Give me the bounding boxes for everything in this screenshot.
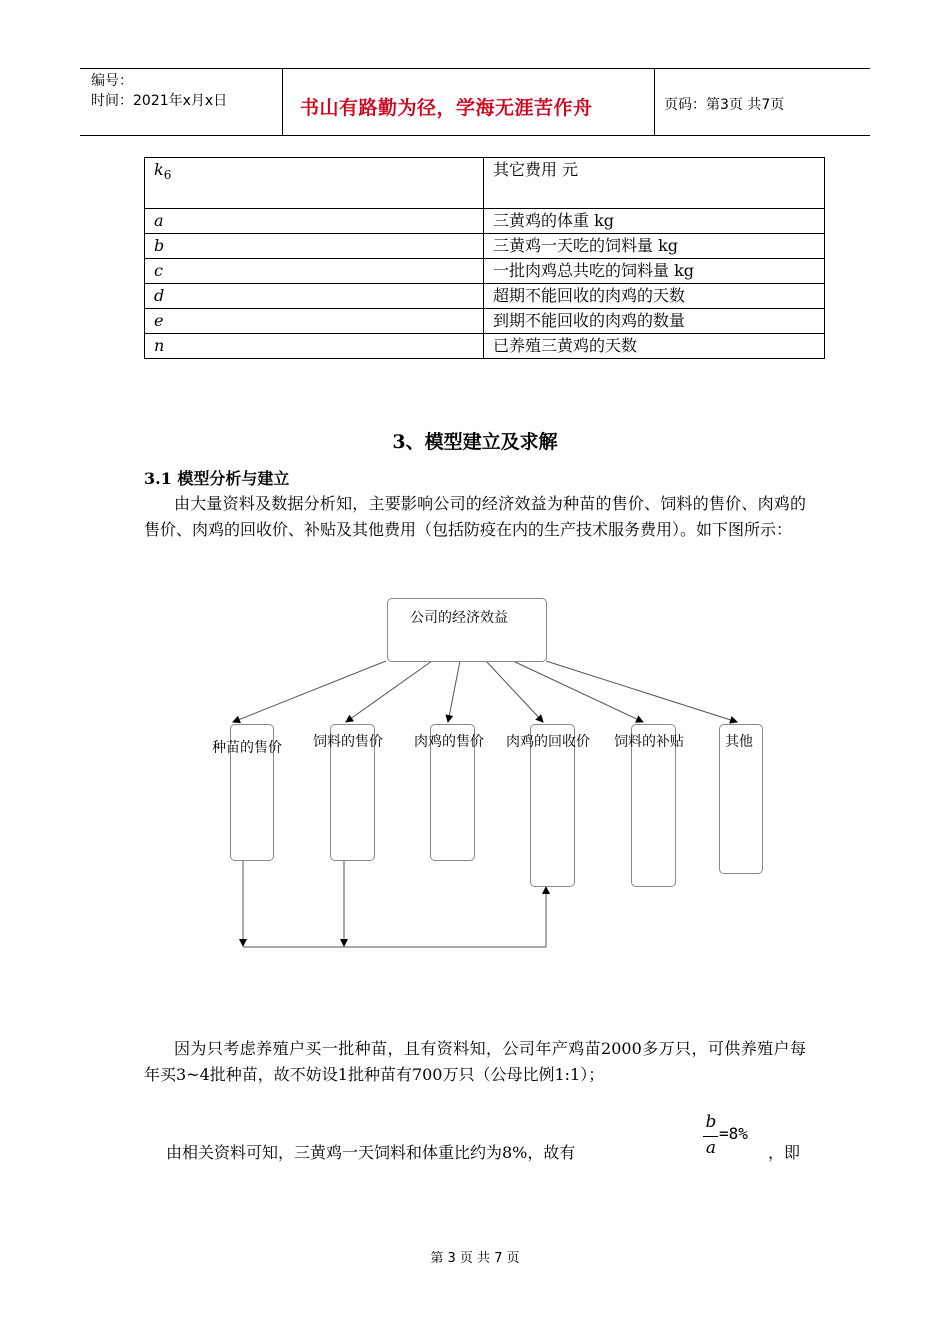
formula-fraction-bar xyxy=(703,1136,718,1137)
header-number: 编号： xyxy=(91,73,133,89)
subsection-title: 3.1 模型分析与建立 xyxy=(144,469,290,488)
page-footer: 第 3 页 共 7 页 xyxy=(430,1251,520,1266)
variable-symbol-letter: b xyxy=(154,236,165,255)
paragraph-feed-ratio: 由相关资料可知，三黄鸡一天饲料和体重比约为8%，故有 xyxy=(166,1143,576,1162)
variable-symbol-letter: n xyxy=(154,336,165,355)
diagram-node-label: 肉鸡的售价 xyxy=(414,734,484,750)
formula-numerator: b xyxy=(705,1112,717,1132)
variable-symbol-letter: e xyxy=(154,311,164,330)
arrow-to-broiler-price xyxy=(448,661,460,722)
header-time: 时间：2021年x月x日 xyxy=(91,93,228,109)
header-motto: 书山有路勤为径，学海无涯苦作舟 xyxy=(300,97,593,119)
formula-denominator: a xyxy=(705,1138,717,1158)
diagram-root-label: 公司的经济效益 xyxy=(410,610,508,626)
diagram-root-box xyxy=(387,598,547,662)
diagram-node-label: 种苗的售价 xyxy=(212,740,282,756)
arrow-to-feed-subsidy xyxy=(513,661,643,722)
diagram-node-label: 其他 xyxy=(725,734,753,750)
arrow-to-recovery-price xyxy=(486,661,543,722)
arrow-to-seedling-price xyxy=(233,661,386,722)
paragraph-intro: 由大量资料及数据分析知，主要影响公司的经济效益为种苗的售价、饲料的售价、肉鸡的售价、肉鸡的回收价、补贴及其他费用（包括防疫在内的生产技术服务费用）。如下图所示： xyxy=(144,494,806,539)
variable-description: 三黄鸡一天吃的饲料量 kg xyxy=(484,234,825,259)
variable-symbol-subscript: 6 xyxy=(163,168,172,183)
arrow-to-other xyxy=(546,661,737,722)
variable-symbol-letter: d xyxy=(154,286,165,305)
variable-symbol-letter: a xyxy=(154,211,164,230)
section-title: 3、模型建立及求解 xyxy=(392,431,558,453)
paragraph-seedlings: 因为只考虑养殖户买一批种苗，且有资料知，公司年产鸡苗2000多万只，可供养殖户每年买3~4批种苗，故不妨设1批种苗有700万只（公母比例1:1）； xyxy=(144,1039,806,1084)
paragraph-feed-ratio-tail: ，即 xyxy=(768,1143,801,1162)
diagram-node-label: 饲料的补贴 xyxy=(614,734,684,750)
diagram-node-label: 肉鸡的回收价 xyxy=(506,734,590,750)
arrow-to-feed-price xyxy=(346,661,432,722)
variable-symbol-letter: k xyxy=(154,160,164,179)
formula-rhs: =8% xyxy=(719,1124,748,1143)
header-page-info: 页码：第3页 共7页 xyxy=(664,97,785,113)
variable-description: 其它费用 元 xyxy=(484,158,825,209)
variable-symbol-letter: c xyxy=(154,261,163,280)
variable-description: 到期不能回收的肉鸡的数量 xyxy=(484,309,825,334)
variable-description: 一批肉鸡总共吃的饲料量 kg xyxy=(484,259,825,284)
variable-description: 已养殖三黄鸡的天数 xyxy=(484,334,825,359)
diagram-node-label: 饲料的售价 xyxy=(313,734,383,750)
variable-description: 超期不能回收的肉鸡的天数 xyxy=(484,284,825,309)
variable-description: 三黄鸡的体重 kg xyxy=(484,209,825,234)
